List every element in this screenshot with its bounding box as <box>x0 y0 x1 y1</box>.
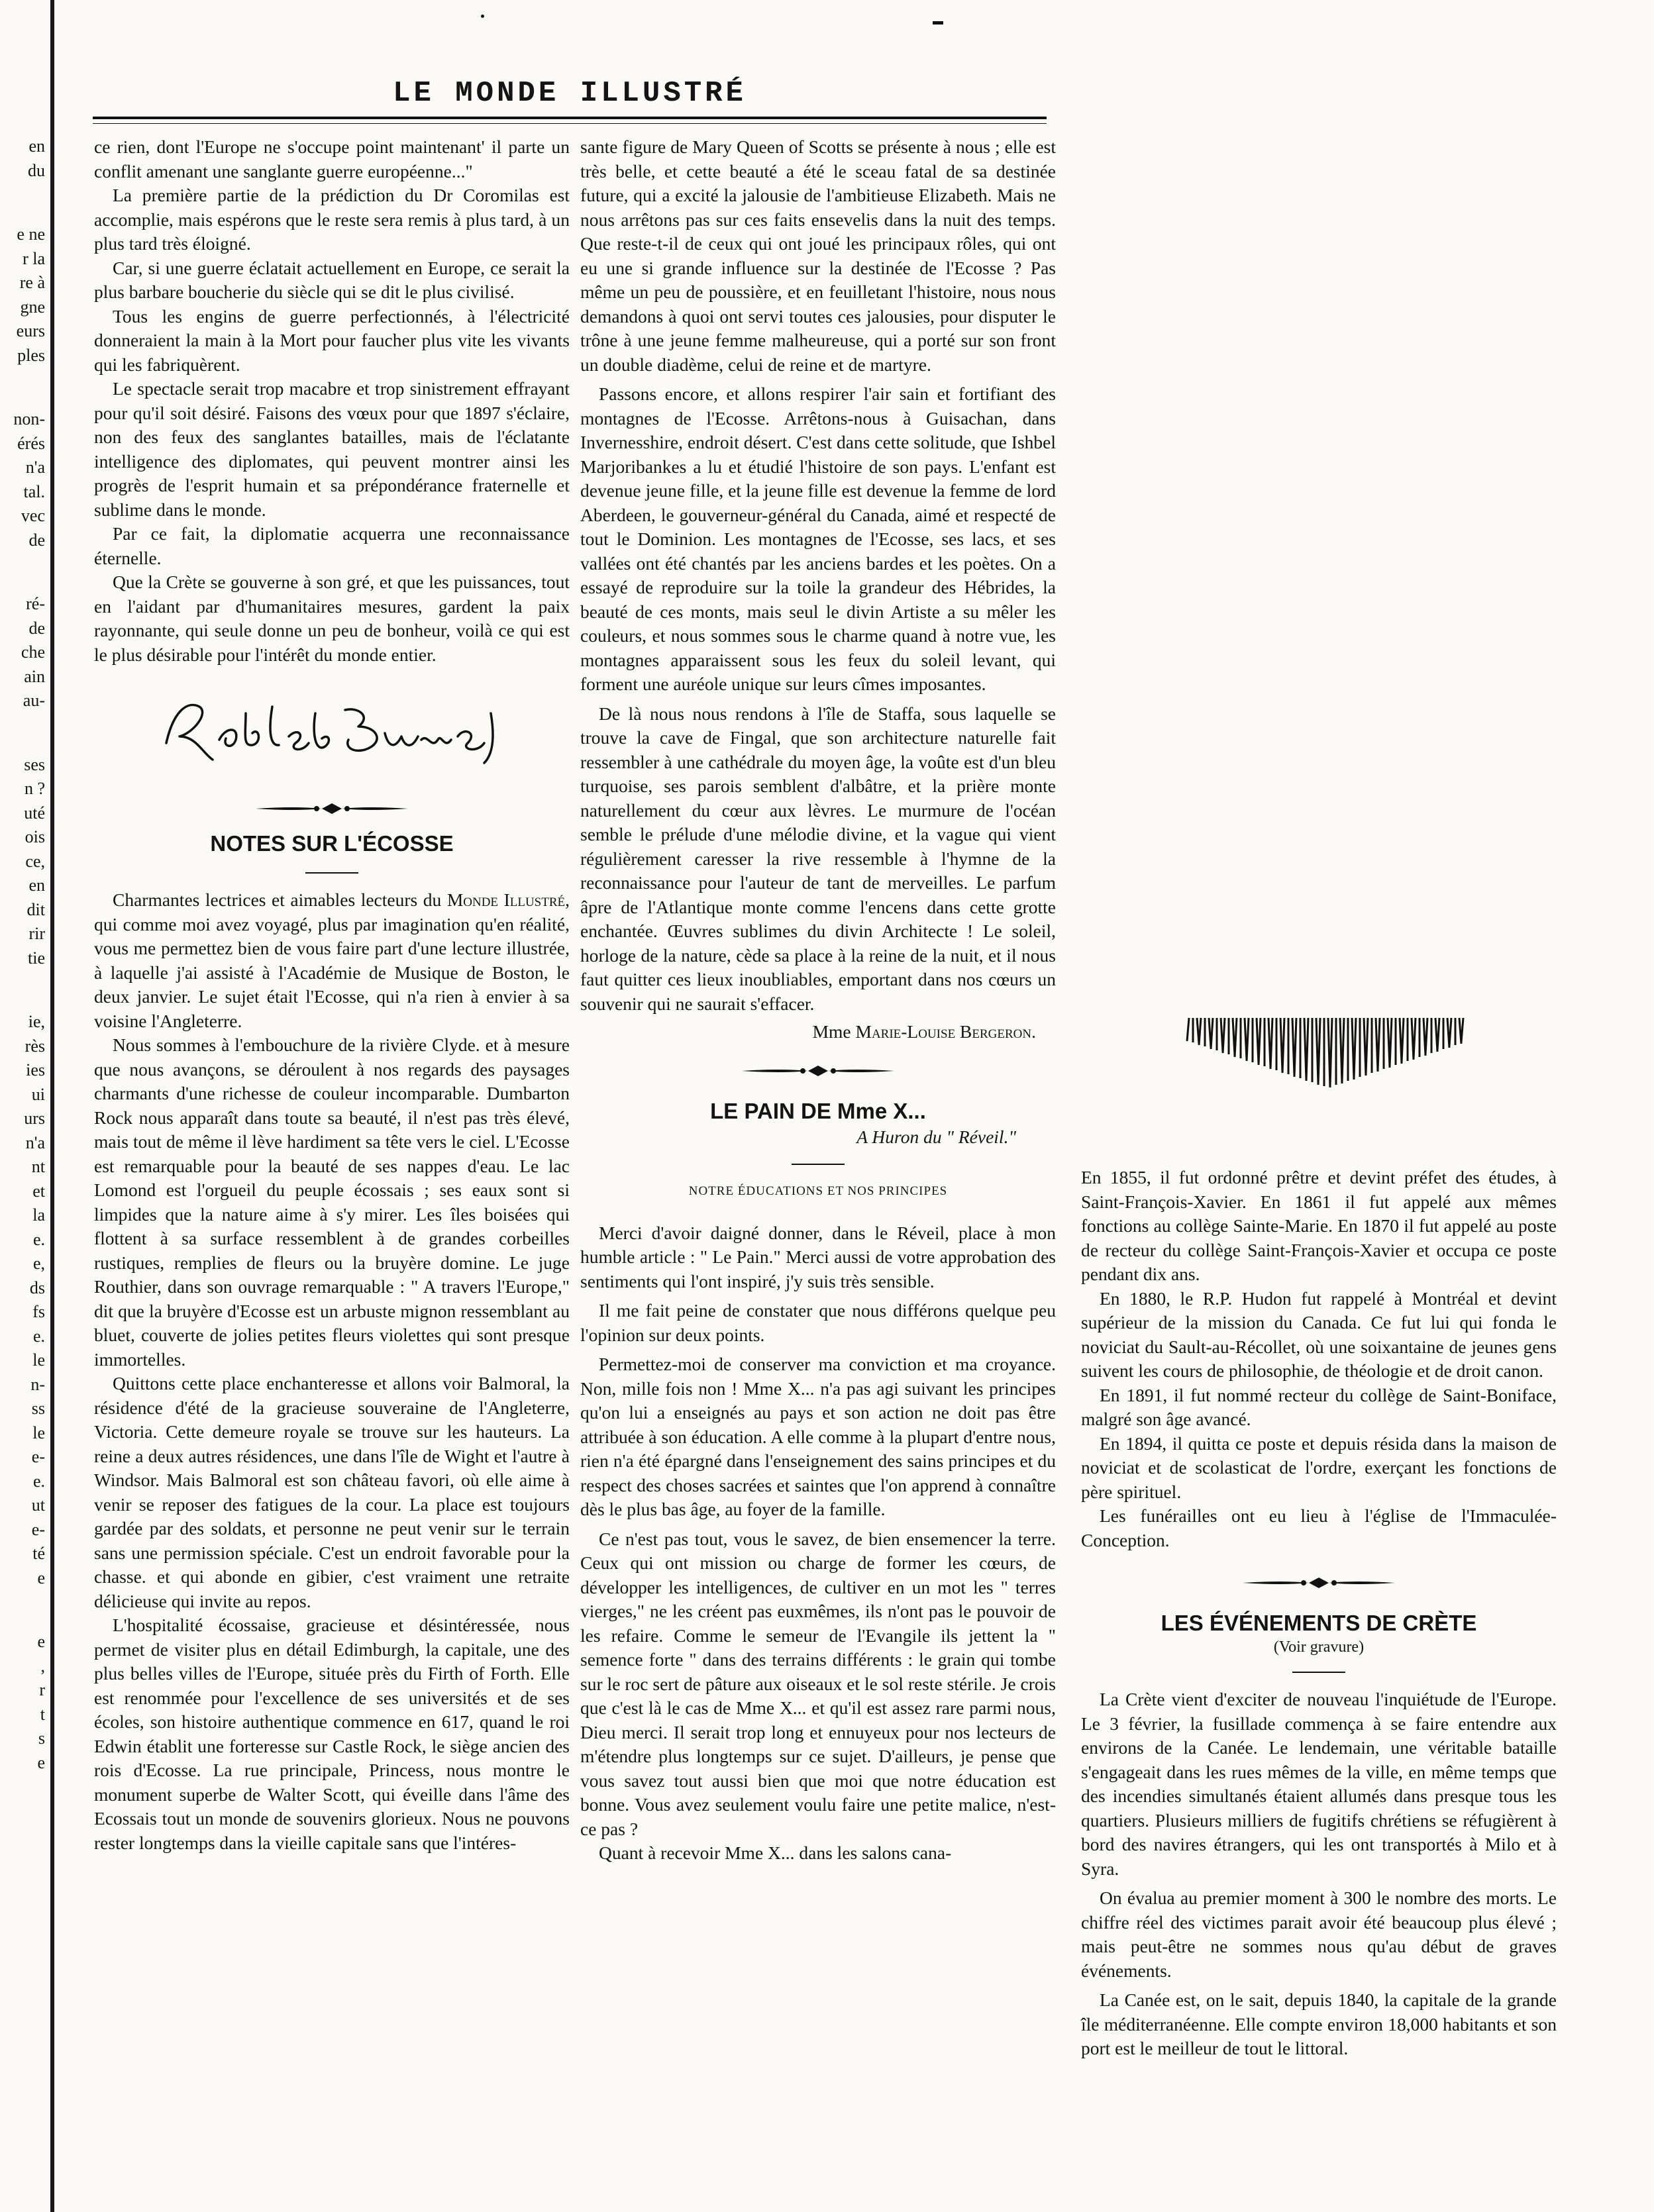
bleed-fragment: e, <box>32 1254 45 1273</box>
bleed-fragment: du <box>28 160 45 180</box>
title-underline <box>1292 1672 1345 1673</box>
paragraph: Tous les engins de guerre perfectionnés, à l'électricité donneraient la main à la Mort pour faucher plus vite les vivants qui les fabriquèrent. <box>94 305 570 375</box>
bleed-fragment: n- <box>30 1374 45 1394</box>
hatch-stroke <box>1270 1018 1272 1069</box>
author-line: Mme Marie-Louise Bergeron. <box>812 1021 1036 1042</box>
bleed-fragment: et <box>32 1181 45 1201</box>
bleed-fragment: ois <box>25 827 45 846</box>
hatch-stroke <box>1390 1018 1392 1066</box>
title-underline <box>305 872 358 874</box>
bleed-fragment: e. <box>32 1471 45 1491</box>
bleed-fragment: rir <box>28 924 45 943</box>
bleed-fragment: le <box>32 1350 45 1370</box>
hatch-stroke <box>1223 1018 1225 1053</box>
article-title-ecosse: NOTES SUR L'ÉCOSSE <box>210 831 454 856</box>
hatch-stroke <box>1282 1018 1284 1073</box>
paragraph: Quittons cette place enchanteresse et allons voir Balmoral, la résidence d'été de la gracieuse souveraine de l'Angleterre, Victoria. Cette demeure royale se trouve sur les hauteurs. La reine a deux autres résidences, une dans l'île de Wight et l'autre à Windsor. Mais Balmoral est son château favori, où elle aime à venir se reposer des fatigues de la cour. La place est toujours gardée par des soldats, et personne ne peut venir sur le terrain sans une permission spéciale. C'est un endroit favorable pour la chasse. et qui abonde en gibier, c'est vraiment une retraite délicieuse qui invite au repos. <box>94 1373 570 1611</box>
bleed-fragment: en <box>28 136 45 156</box>
masthead-rule-thin <box>93 123 1047 124</box>
bleed-fragment: le <box>32 1423 45 1442</box>
bleed-fragment: e- <box>31 1447 45 1466</box>
bleed-fragment: , <box>40 1656 45 1676</box>
paragraph: De là nous nous rendons à l'île de Staffa, sous laquelle se trouve la cave de Fingal, que son architecture naturelle fait ressembler à une cathédrale du moyen âge, la voûte est d'un bleu turquoise, ses parois semblent d'albâtre, et la prière monte naturellement du cœur aux lèvres. Le murmure de l'océan semble le prélude d'une mélodie divine, et la vague qui vient régulièrement caresser la rive ressemble à l'hymne de la reconnaissance pour l'auteur de tant de merveilles. Le parfum âpre de l'Atlantique monte comme l'encens dans cette grotte enchantée. Œuvres sublimes du divin Architecte ! Le soleil, horloge de la nature, cède sa place à la reine de la nuit, et il nous faut quitter ces lieux inoubliables, emportant dans nos cœurs un souvenir qui ne saurait s'effacer. <box>580 703 1056 1014</box>
bleed-fragment: uté <box>24 803 45 823</box>
bleed-fragment: ples <box>17 345 45 365</box>
hatch-stroke <box>1294 1018 1296 1077</box>
bleed-fragment: t <box>40 1704 45 1724</box>
bleed-fragment: ds <box>29 1278 45 1297</box>
paragraph: Ce n'est pas tout, vous le savez, de bien ensemencer la terre. Ceux qui ont mission ou charge de former les cœurs, de développer les intelligences, de cultiver en un mot les " terres vierges," ne les créent pas euxmêmes, ils n'ont pas le pouvoir de les refaire. Comme le semeur de l'Evangile ils jettent la " semence forte " dans des terrains différents : le grain qui tombe sur le roc sert de pâture aux oiseaux et le sol reste stérile. Je crois que c'est là le cas de Mme X... et qu'il est assez rare parmi nous, Dieu merci. Il serait trop long et ennuyeux pour nos lecteurs de m'étendre plus longtemps sur ce sujet. D'ailleurs, je pense que vous savez tout aussi bien que moi que notre éducation est bonne. Vous avez seulement voulu faire une petite malice, n'est-ce pas ? <box>580 1528 1056 1839</box>
bleed-fragment: s <box>38 1729 45 1748</box>
bleed-fragment: nt <box>31 1157 45 1176</box>
paragraph: Charmantes lectrices et aimables lecteurs du Monde Illustré, qui comme moi avez voyagé, plus par imagination qu'en réalité, vous me permettez bien de vous faire part d'une lecture illustrée, à laquelle j'ai assisté à l'Académie de Musique de Boston, le deux janvier. Le sujet était l'Ecosse, qui n'a rien à envier à sa voisine l'Angleterre. <box>94 889 570 1031</box>
hatch-stroke <box>1425 1018 1427 1054</box>
bleed-fragment: de <box>28 618 45 638</box>
paragraph: Les funérailles ont eu lieu à l'église de l'Immaculée-Conception. <box>1081 1505 1557 1550</box>
article-title-crete: LES ÉVÉNEMENTS DE CRÈTE <box>1161 1611 1477 1635</box>
masthead-title: LE MONDE ILLUSTRÉ <box>393 77 747 110</box>
paragraph: Passons encore, et allons respirer l'air sain et fortifiant des montagnes de l'Ecosse. Arrêtons-nous à Guisachan, dans Invernesshire, endroit désert. C'est dans cette solitude, que Ishbel Marjoribankes a lu et étudié l'histoire de son pays. L'enfant est devenue jeune fille, et la jeune fille est devenue la femme de lord Aberdeen, le gouverneur-général du Canada, aimé et respecté de tout le Dominion. Les montagnes de l'Ecosse, ses lacs, et ses vallées ont été chantés par les anciens bardes et les poètes. On a essayé de reproduire sur la toile la grandeur des Hébrides, la beauté de ces monts, mais seul le divin Artiste a su mêler les couleurs, et nous sommes sous le charme quand à notre vue, les montagnes apparaissent sous les feux du soleil levant, qui forment une auréole unique sur leurs cîmes imposantes. <box>580 383 1056 694</box>
hatch-stroke <box>1199 1018 1201 1045</box>
bleed-fragment: che <box>21 642 45 662</box>
page-edge-bar <box>50 0 54 2212</box>
bleed-fragment: ss <box>31 1399 45 1418</box>
hatch-stroke <box>1354 1018 1356 1078</box>
section-ornament <box>256 802 408 815</box>
facing-page-bleed <box>0 0 54 2212</box>
paragraph: Permettez-moi de conserver ma conviction et ma croyance. Non, mille fois non ! Mme X... n'a pas agi suivant les principes qu'on lui a enseignés au pays et son action ne doit pas être attribuée à son éducation. A elle comme à la plupart d'entre nous, rien n'a été épargné dans l'enseignement des sains principes et du respect des choses sacrées et saintes que l'on apprend à connaître dès le plus bas âge, au foyer de la famille. <box>580 1354 1056 1519</box>
bleed-fragment: ui <box>31 1084 45 1104</box>
hatch-stroke <box>1342 1018 1344 1082</box>
hatch-stroke <box>1414 1018 1416 1058</box>
paragraph: Il me fait peine de constater que nous différons quelque peu l'opinion sur deux points. <box>580 1300 1056 1345</box>
paragraph: En 1891, il fut nommé recteur du collège de Saint-Boniface, malgré son âge avancé. <box>1081 1384 1557 1429</box>
paragraph: Que la Crète se gouverne à son gré, et que les puissances, tout en l'aidant par d'humanitaires mesures, gardent la paix rayonnante, qui seule donne un peu de bonheur, voilà ce qui est le plus désirable pour l'intérêt du monde entier. <box>94 572 570 665</box>
bleed-fragment: té <box>32 1544 45 1563</box>
bleed-fragment: ies <box>26 1060 45 1080</box>
paragraph: Le spectacle serait trop macabre et trop sinistrement effrayant pour qu'il soit désiré. Faisons des vœux pour que 1897 s'éclaire, non des feux des sanglantes batailles, mais de l'éclatante intelligence des diplomates, qui peuvent montrer ainsi les progrès de l'esprit humain et sa prépondérance fraternelle et sublime dans le monde. <box>94 378 570 520</box>
bleed-fragment: rès <box>25 1036 45 1056</box>
hatch-stroke <box>1318 1018 1320 1085</box>
column-middle <box>580 135 1056 1866</box>
bleed-fragment: e- <box>31 1519 45 1539</box>
bleed-fragment: re à <box>19 273 45 292</box>
paragraph: On évalua au premier moment à 300 le nombre des morts. Le chiffre réel des victimes parait avoir été beaucoup plus élevé ; mais peut-être ne sommes nous qu'au début de graves événements. <box>1081 1887 1557 1981</box>
bleed-fragment: ce, <box>25 851 45 871</box>
hatch-stroke <box>1402 1018 1404 1062</box>
masthead-rule-thick <box>93 117 1047 119</box>
signature <box>146 687 517 773</box>
paragraph: sante figure de Mary Queen of Scotts se présente à nous ; elle est très belle, et cette beauté a été le sceau fatal de sa destinée future, qui a excité la jalousie de l'ambitieuse Elizabeth. Mais ne nous arrêtons pas sur ces faits ensevelis dans la nuit des temps. Que reste-t-il de ceux qui ont joué les principaux rôles, qui ont eu une si grande influence sur la destinée de l'Ecosse ? Pas même un peu de poussière, et en feuilletant l'histoire, nous nous demandons à quoi ont servi toutes ces jalousies, pour disputer le trône à une jeune femme malheureuse, qui a porté sur son front un double diadème, celui de reine et de martyre. <box>580 136 1056 375</box>
bleed-fragment: la <box>32 1205 45 1225</box>
hatch-stroke <box>1259 1018 1261 1065</box>
bleed-fragment: dit <box>26 899 45 919</box>
title-underline <box>792 1164 845 1165</box>
column-right <box>1081 1166 1557 2061</box>
subtitle: (Voir gravure) <box>1273 1638 1365 1656</box>
bleed-fragment: vec <box>21 506 45 525</box>
paragraph: En 1855, il fut ordonné prêtre et devint préfet des études, à Saint-François-Xavier. En 1861 il fut appelé aux mêmes fonctions au collège Sainte-Marie. En 1870 il fut appelé au poste de recteur du collège Saint-François-Xavier et occupa ce poste pendant dix ans. <box>1081 1167 1557 1284</box>
hatch-stroke <box>1461 1018 1463 1042</box>
bleed-fragment: n ? <box>24 779 45 798</box>
bleed-fragment: eurs <box>16 321 45 340</box>
bleed-fragment: n'a <box>25 1132 45 1152</box>
subtitle: NOTRE ÉDUCATIONS ET NOS PRINCIPES <box>688 1184 948 1198</box>
hatch-stroke <box>1211 1018 1213 1049</box>
column-left <box>94 135 570 1855</box>
article-title-pain: LE PAIN DE Mme X... <box>710 1098 926 1123</box>
bleed-fragment: ain <box>24 666 45 686</box>
paragraph: La première partie de la prédiction du Dr Coromilas est accomplie, mais espérons que le reste sera remis à plus tard, à un plus tard très éloigné. <box>94 185 570 254</box>
section-ornament <box>1243 1576 1395 1589</box>
paragraph: L'hospitalité écossaise, gracieuse et désintéressée, nous permet de visiter plus en détail Edimburgh, la capitale, une des plus belles villes de l'Europe, située près du Firth of Forth. Elle est renommée pour l'excellence de ses universités et de ses écoles, son histoire authentique commence en 617, quand le roi Edwin établit une forteresse sur Castle Rock, le siège ancien des rois d'Ecosse. La rue principale, Princess, nous montre le monument superbe de Walter Scott, qui éveille dans l'âme des Ecossais tout un monde de souvenirs glorieux. Nous ne pouvons rester longtemps dans la vieille capitale sans que l'intéres- <box>94 1615 570 1853</box>
bleed-fragment: e <box>37 1568 45 1587</box>
hatch-stroke <box>1366 1018 1368 1074</box>
bleed-fragment: urs <box>24 1109 45 1128</box>
bleed-fragment: ie, <box>28 1012 45 1031</box>
paragraph: Nous sommes à l'embouchure de la rivière Clyde. et à mesure que nous avançons, se déroulent à nos regards des paysages charmants d'une richesse de couleur incomparable. Dumbarton Rock nous apparaît dans toute sa beauté, il n'est pas très élevé, mais tout de même il lève hardiment sa tête vers le ciel. L'Ecosse est remarquable pour la beauté de ses nappes d'eau. Le lac Lomond est l'orgueil du peuple écossais ; ses eaux sont si limpides que la nature aime à s'y mirer. Les îles boisées qui flottent à sa surface ressemblent à de grandes corbeilles rustiques, remplies de fleurs ou la bruyère domine. Le juge Routhier, dans son ouvrage remarquable : " A travers l'Europe," dit que la bruyère d'Ecosse est un arbuste mignon ressemblant au bluet, couverte de jolies petites fleurs violettes qui sont presque immortelles. <box>94 1034 570 1370</box>
paragraph: Merci d'avoir daigné donner, dans le Réveil, place à mon humble article : " Le Pain." Merci aussi de votre approbation des sentiments qui l'ont inspiré, j'y suis très sensible. <box>580 1222 1056 1291</box>
bleed-fragment: tie <box>28 948 45 968</box>
bleed-fragment: r <box>39 1680 45 1699</box>
hatch-stroke <box>1247 1018 1249 1061</box>
bleed-fragment: e <box>37 1752 45 1772</box>
bleed-fragment: e. <box>32 1326 45 1346</box>
bleed-fragment: tal. <box>23 481 45 501</box>
paragraph: ce rien, dont l'Europe ne s'occupe point maintenant' il parte un conflit amenant une sanglante guerre européenne..." <box>94 136 570 181</box>
bleed-fragment: au- <box>23 691 45 710</box>
bleed-fragment: r la <box>23 248 45 268</box>
bleed-fragment: non- <box>13 409 45 428</box>
paragraph: Par ce fait, la diplomatie acquerra une reconnaissance éternelle. <box>94 523 570 568</box>
bleed-fragment: e ne <box>17 225 45 244</box>
bleed-fragment: e. <box>32 1229 45 1249</box>
bleed-fragment: n'a <box>25 458 45 477</box>
bleed-fragment: de <box>28 530 45 550</box>
bleed-fragment: ré- <box>26 594 45 613</box>
bleed-fragment: fs <box>32 1302 45 1321</box>
hatch-stroke <box>1449 1018 1451 1046</box>
bleed-fragment: en <box>28 876 45 895</box>
paragraph: Quant à recevoir Mme X... dans les salons cana- <box>599 1842 952 1863</box>
paragraph: En 1880, le R.P. Hudon fut rappelé à Montréal et devint supérieur de la mission du Canada. Ce fut lui qui fonda le noviciat du Sault-au-Récollet, où une soixantaine de jeunes gens suivent les cours de philosophie, de théologie et de droit canon. <box>1081 1287 1557 1381</box>
bleed-fragment: érés <box>17 433 45 453</box>
paragraph: Car, si une guerre éclatait actuellement en Europe, ce serait la plus barbare boucherie du siècle qui se dit le plus civilisé. <box>94 257 570 302</box>
paragraph: En 1894, il quitta ce poste et depuis résida dans la maison de noviciat et de scolasticat de l'ordre, exerçant les fonctions de père spirituel. <box>1081 1433 1557 1502</box>
ink-speck <box>481 15 484 18</box>
section-ornament <box>742 1064 894 1078</box>
paragraph: La Canée est, on le sait, depuis 1840, la capitale de la grande île méditerranéenne. Elle compte environ 18,000 habitants et son port est le meilleur de tout le littoral. <box>1081 1989 1557 2058</box>
paragraph: La Crète vient d'exciter de nouveau l'inquiétude de l'Europe. Le 3 février, la fusillade commença à se faire entendre aux environs de la Canée. Le lendemain, une véritable bataille s'engageait dans les rues mêmes de la ville, en même temps que des incendies simultanés étaient allumés dans presque tous les quartiers. Plusieurs milliers de fugitifs chrétiens se réfugièrent à bord des navires étrangers, qui les ont transportés à Milo et à Syra. <box>1081 1689 1557 1879</box>
dedication: A Huron du " Réveil." <box>856 1126 1016 1147</box>
hatch-stroke <box>1235 1018 1237 1057</box>
bleed-fragment: ut <box>31 1495 45 1515</box>
engraving-fragment <box>1182 1015 1480 1094</box>
bleed-fragment: ses <box>24 754 45 774</box>
hatch-stroke <box>1437 1018 1439 1050</box>
hatch-stroke <box>1187 1018 1189 1041</box>
hatch-stroke <box>1306 1018 1308 1081</box>
hatch-stroke <box>1330 1018 1332 1086</box>
hatch-stroke <box>1378 1018 1380 1070</box>
bleed-fragment: e <box>37 1632 45 1651</box>
bleed-fragment: gne <box>20 297 45 317</box>
ink-dash <box>933 21 943 25</box>
